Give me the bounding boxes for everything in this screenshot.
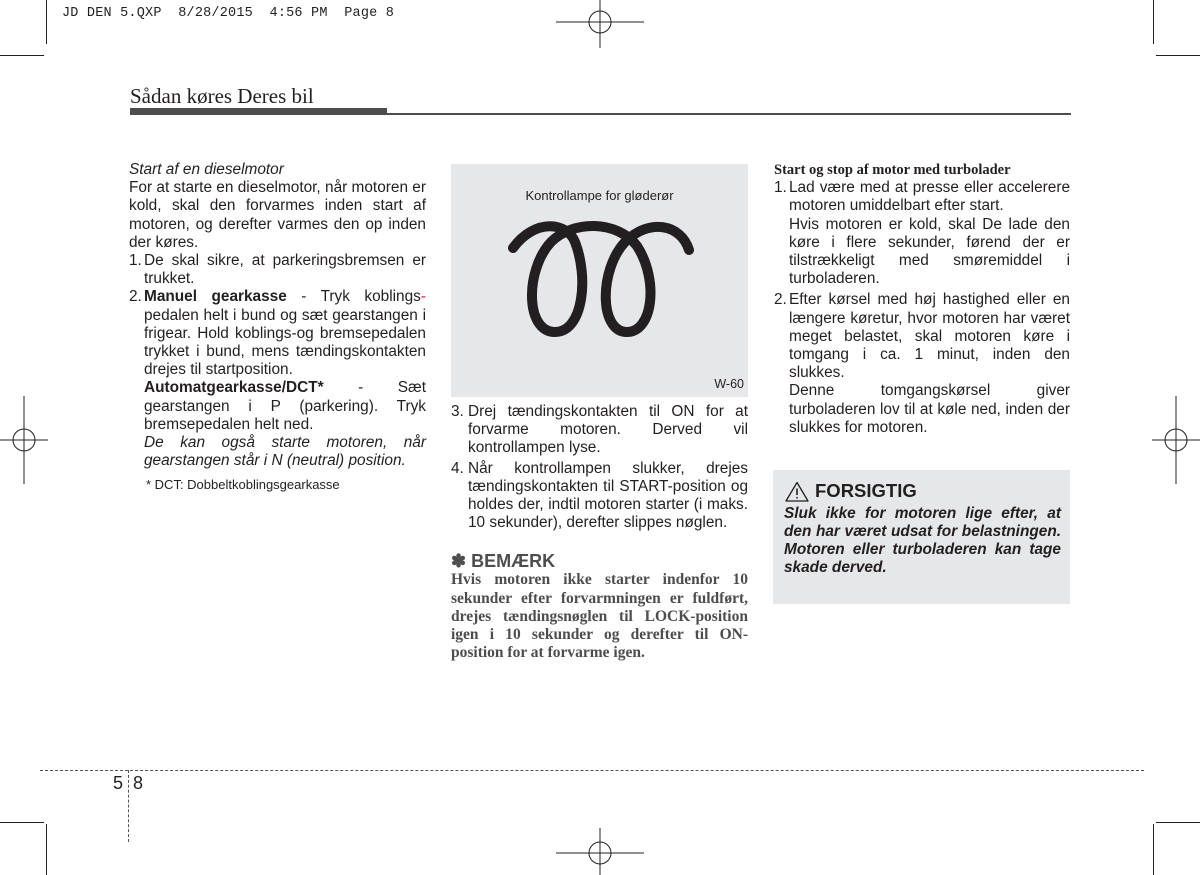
list-item [129,288,426,379]
caution-box [773,470,1070,604]
print-slug: JD DEN 5.QXP 8/28/2015 4:56 PM Page 8 [62,6,395,21]
section-heading: Start og stop af motor med turbolader [774,162,1011,178]
list-item [451,460,748,533]
registration-mark-left [0,396,48,484]
note-title: ✽ BEMÆRK [451,551,556,572]
list-text-part: pedalen helt i bund og sæt gearstangen i frigear. Hold koblings-og bremsepedalen trykket i bund, mens tændingskontakten drejes til startposition. [144,306,426,379]
crop-mark [1153,0,1154,44]
registration-mark-bottom [556,828,644,875]
list-number: 1. [774,179,787,197]
neutral-start-note: De kan også starte motoren, når gearstangen står i N (neutral) position. [144,434,426,470]
crop-mark [0,822,44,823]
crop-mark [1153,824,1154,875]
header-rule-thin [387,113,1071,115]
footnote: * DCT: Dobbeltkoblingsgearkasse [146,477,340,493]
list-number: 1. [129,252,142,270]
crop-mark [1156,822,1200,823]
list-extra: Hvis motoren er kold, skal De lade den køre i flere sekunder, førend der er tilstrækkeligt med smøremiddel i turboladeren. [789,215,1070,288]
list-text: Når kontrollampen slukker, drejes tændingskontakten til START-position og holdes der, indtil motoren starter (i maks. 10 sekunder), derefter slippes nøglen. [468,459,748,532]
manual-gearbox-label: Manuel gearkasse [144,288,287,306]
auto-gearbox-paragraph [129,379,426,434]
list-number: 2. [129,288,142,306]
list-extra: Denne tomgangskørsel giver turboladeren lov til at køle ned, inden der slukkes for motoren. [789,382,1070,436]
right-column [774,161,1070,437]
header-rule-thick [130,108,387,115]
figure-code: W-60 [714,377,744,391]
list-text: Efter kørsel med høj hastighed eller en længere køretur, hvor motoren har været meget belastet, skal motoren køre i tomgang i ca. 1 minut, inden den slukkes. [789,291,1070,382]
list-item [774,179,1070,215]
caution-header [785,480,917,502]
caution-title: FORSIGTIG [815,480,917,501]
list-text: Drej tændingskontakten til ON for at forvarme motoren. Derved vil kontrollampen lyse. [468,403,748,457]
registration-mark-right [1152,396,1200,484]
caution-text: Sluk ikke for motoren lige efter, at den har været udsat for belastningen. Motoren eller turboladeren kan tage skade derved. [784,505,1061,576]
page-title: Sådan køres Deres bil [130,84,314,108]
list-text-part: - Tryk koblings [286,288,421,306]
list-item [451,403,748,458]
crop-mark [0,55,44,56]
list-number: 3. [451,403,464,420]
page-number: 8 [133,773,144,793]
section-number: 5 [113,773,124,793]
footer-rule [40,770,1144,771]
middle-column [451,403,748,662]
left-column [129,161,426,495]
list-item [129,252,426,288]
footer-divider [128,770,129,842]
list-number: 4. [451,459,464,477]
warning-triangle-icon [785,481,809,502]
crop-mark [46,0,47,44]
red-hyphen: - [420,288,426,306]
list-text [144,288,426,379]
figure-panel [451,164,748,397]
list-text: Lad være med at presse eller accelerere motoren umiddelbart efter start. [789,179,1070,215]
crop-mark [1156,55,1200,56]
auto-gearbox-label: Automatgearkasse/DCT* [144,379,324,397]
intro-paragraph: For at starte en dieselmotor, når motoren er kold, skal den forvarmes inden start af motoren, og derefter varmes den op inden der køres. [129,179,426,251]
figure-caption: Kontrollampe for gløderør [525,188,674,203]
list-item [774,291,1070,382]
note-body: Hvis motoren ikke starter indenfor 10 sekunder efter forvarmningen er fuldført, drejes tændingsnøglen til LOCK-position igen i 10 sekunder og derefter til ON-position for at forvarme igen. [451,571,748,662]
auto-gearbox-text: - Sæt gearstangen i P (parkering). Tryk bremsepedalen helt ned. [144,379,426,433]
list-text: De skal sikre, at parkeringsbremsen er trukket. [144,252,426,288]
section-heading: Start af en dieselmotor [129,161,284,178]
registration-mark-top [556,0,644,48]
crop-mark [46,824,47,875]
glow-plug-indicator-icon [503,220,697,340]
list-number: 2. [774,291,787,309]
